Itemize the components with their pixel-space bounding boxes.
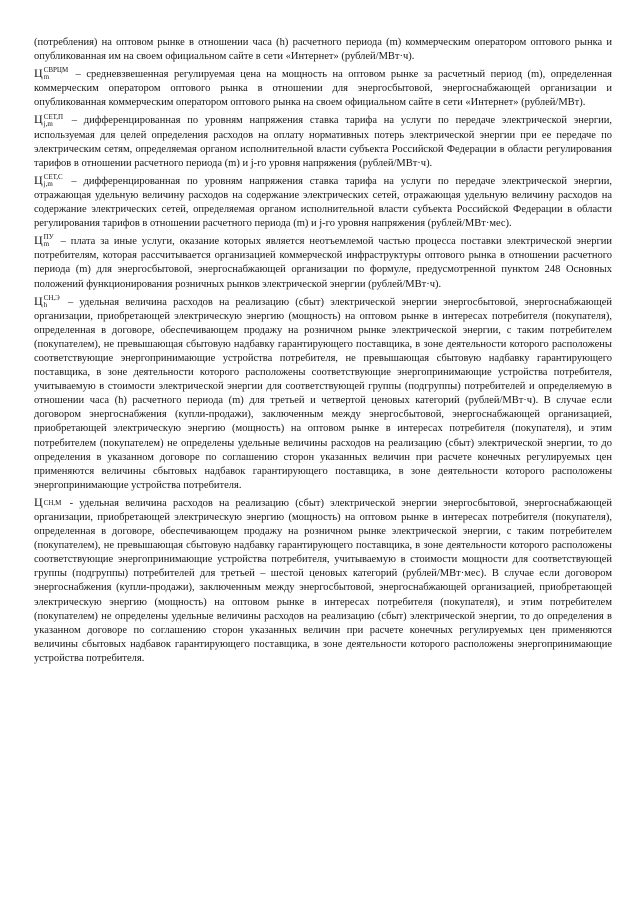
formula-symbol: Ц СН,Э h (34, 293, 60, 309)
formula-symbol: Ц СВРЦМ m (34, 66, 69, 82)
paragraph-text: – дифференцированная по уровням напряжения ставка тарифа на услуги по передаче электрической энергии, отражающая удельную величину расходов на содержание электрических сетей, отражающая удельную величину расходов на содержание электрических сетей, определяемая органом исполнительной власти субъекта Российской Федерации в области регулирования тарифов в отношении расчетного периода (m) и j-го уровня напряжения (рублей/МВт·мес). (34, 175, 612, 230)
formula-symbol: Ц СЕТ,П j,m (34, 112, 63, 128)
document-page (34, 36, 612, 668)
formula-symbol: Ц СН,М (34, 494, 62, 509)
definition-paragraph (34, 66, 612, 110)
paragraph-text: (потребления) на оптовом рынке в отношении часа (h) расчетного периода (m) коммерческим оператором оптового рынка и опубликованная им на своем официальном сайте в сети «Интернет» (рублей/МВт·ч). (34, 37, 612, 63)
paragraph-text: - удельная величина расходов на реализацию (сбыт) электрической энергии энергосбытовой, энергоснабжающей организации, приобретающей электрическую энергию (мощность) на оптовом рынке в интересах потребителя (покупателя), определенная в договоре, обеспечивающем продажу на розничном рынке электрической энергии, с таким потребителем (покупателем), не превышающая сбытовую надбавку гарантирующего поставщика, в зоне деятельности которого расположены соответствующие энергопринимающие устройства потребителя, учитываемую в стоимости мощности для соответствующей группы (подгруппы) потребителей для третьей – шестой ценовых категорий (рублей/МВт·мес). В случае если договором энергоснабжения (купли-продажи), заключенным между энергосбытовой, энергоснабжающей организацией, приобретающей электрическую энергию (мощность) на оптовом рынке в интересах потребителя (покупателя), и этим потребителем (покупателем) не определены удельные величины расходов на реализацию (сбыт) электрической энергии, то до определения в указанном договоре по соглашению сторон указанных величин при расчете конечных регулируемых цен применяются величины сбытовых надбавок гарантирующего поставщика, в зоне деятельности которого расположены энергопринимающие устройства потребителя. (34, 497, 612, 664)
paragraph-text: – плата за иные услуги, оказание которых является неотъемлемой частью процесса поставки электрической энергии потребителям, которая рассчитывается организацией коммерческой инфраструктуры оптового рынка в отношении расчетного периода (m) для энергосбытовой, энергоснабжающей организации по формуле, предусмотренной пунктом 248 Основных положений функционирования розничных рынков электрической энергии (рублей/МВт·ч). (34, 236, 612, 290)
paragraph-text: – дифференцированная по уровням напряжения ставка тарифа на услуги по передаче электрической энергии, используемая для целей определения расходов на оплату нормативных потерь электрической энергии при ее передаче по электрическим сетям, определяемая органом исполнительной власти субъекта Российской Федерации в области регулирования тарифов в отношении расчетного периода (m) и j-го уровня напряжения (рублей/МВт·ч). (34, 115, 612, 169)
definition-paragraph (34, 173, 612, 231)
paragraph-text: – средневзвешенная регулируемая цена на мощность на оптовом рынке за расчетный период (m), определенная коммерческим оператором оптового рынка в отношении для энергосбытовой, энергоснабжающей организации и опубликованная коммерческим оператором оптового рынка на своем официальном сайте в сети «Интернет» (рублей/МВт). (34, 69, 612, 109)
definition-paragraph (34, 112, 612, 170)
definition-paragraph (34, 294, 612, 493)
definition-paragraph (34, 233, 612, 291)
formula-symbol: Ц ПУ m (34, 233, 54, 249)
definition-paragraph (34, 495, 612, 666)
formula-symbol: Ц СЕТ,С j,m (34, 172, 63, 189)
paragraph-text: – удельная величина расходов на реализацию (сбыт) электрической энергии энергосбытовой, энергоснабжающей организации, приобретающей электрическую энергию (мощность) на оптовом рынке в интересах потребителя (покупателя), определенная в договоре, обеспечивающем продажу на розничном рынке электрической энергии, с таким потребителем (покупателем), не превышающая сбытовую надбавку гарантирующего поставщика, в зоне деятельности которого расположены соответствующие энергопринимающие устройства потребителя, не превышающая сбытовую надбавку гарантирующего поставщика, в зоне деятельности которого расположены соответствующие энергопринимающие устройства потребителя, учитываемую в стоимости электрической энергии для соответствующей группы (подгруппы) потребителей и определяемую в отношении часа (h) расчетного периода (m) для третьей и четвертой ценовых категорий (рублей/МВт·ч). В случае если договором энергоснабжения (купли-продажи), заключенным между энергосбытовой, энергоснабжающей организацией, приобретающей электрическую энергию (мощность) на оптовом рынке в интересах потребителя (покупателя), и этим потребителем (покупателем) не определены удельные величины расходов на реализацию (сбыт) электрической энергии, то до определения в указанном договоре по соглашению сторон указанных величин при расчете конечных регулируемых цен применяются величины сбытовых надбавок гарантирующего поставщика, в зоне деятельности которого расположены энергопринимающие устройства потребителя. (34, 296, 612, 491)
paragraph-continuation (34, 36, 612, 64)
